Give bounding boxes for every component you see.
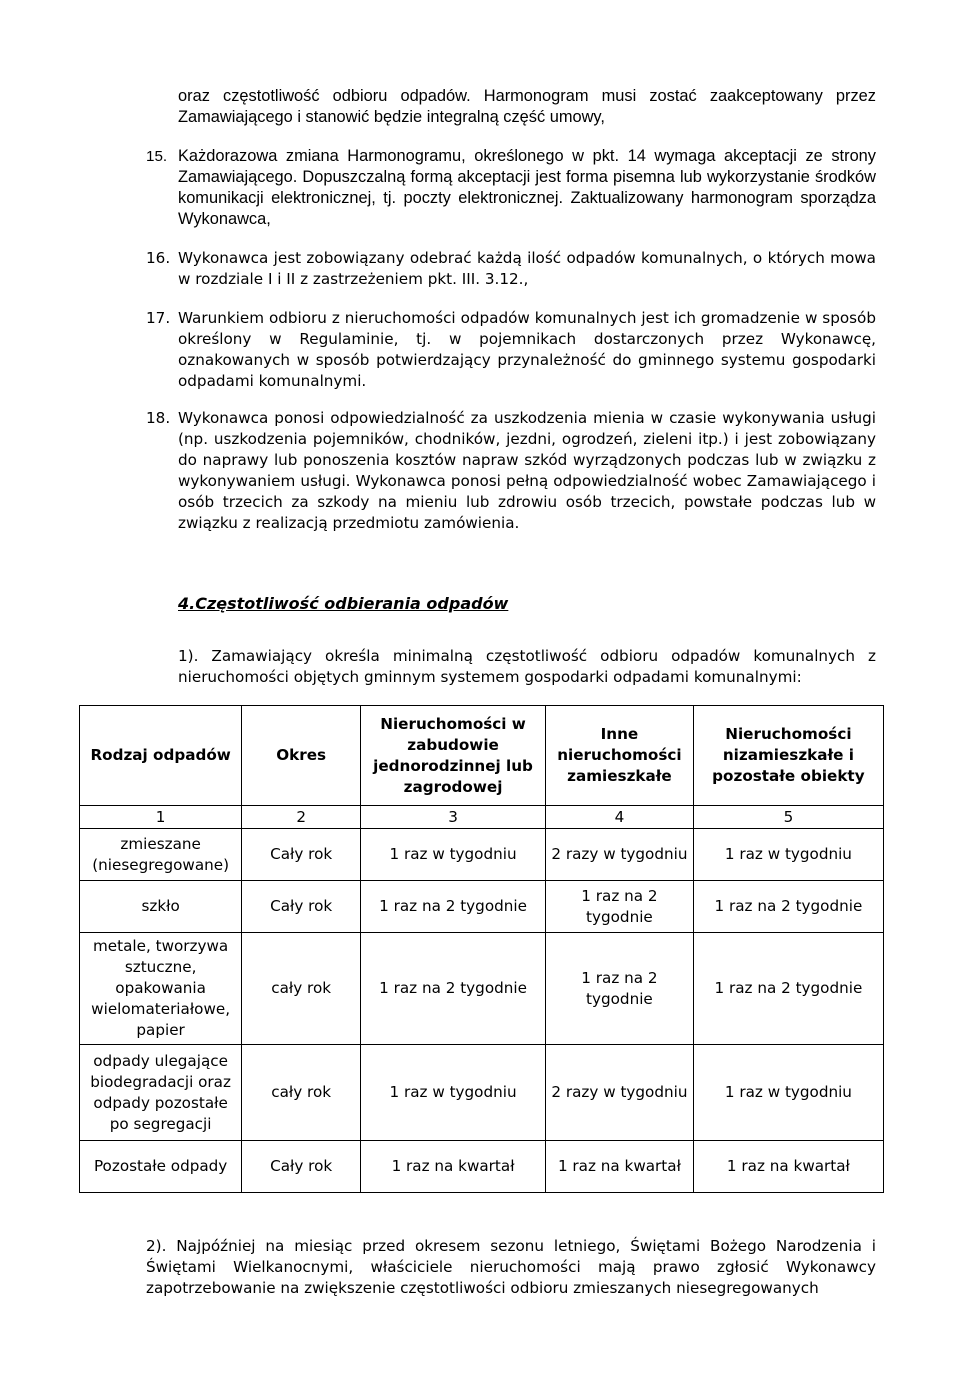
section-paragraph-1: 1). Zamawiający określa minimalną częstotliwość odbioru odpadów komunalnych z nieruchomości objętych gminnym systemem gospodarki odpadami komunalnymi: (178, 647, 876, 686)
table-row (80, 829, 884, 881)
table-cell: cały rok (242, 933, 361, 1045)
table-cell: 1 raz na 2 tygodnie (693, 933, 883, 1045)
header-single-family: Nieruchomości w zabudowie jednorodzinnej lub zagrodowej (361, 706, 546, 806)
table-cell: 1 raz na 2 tygodnie (546, 933, 694, 1045)
section-heading: 4.Częstotliwość odbierania odpadów (178, 594, 509, 613)
table-row (80, 1141, 884, 1193)
index-cell: 5 (693, 806, 883, 829)
table-cell: 2 razy w tygodniu (546, 1045, 694, 1141)
index-cell: 1 (80, 806, 242, 829)
table-cell: 1 raz na kwartał (546, 1141, 694, 1193)
table-row (80, 933, 884, 1045)
table-cell: 1 raz na 2 tygodnie (546, 881, 694, 933)
table-cell: 1 raz na 2 tygodnie (361, 933, 546, 1045)
header-waste-type: Rodzaj odpadów (80, 706, 242, 806)
table-index-row (80, 806, 884, 829)
table-cell: Cały rok (242, 829, 361, 881)
header-uninhabited: Nieruchomości nizamieszkałe i pozostałe obiekty (693, 706, 883, 806)
item-number-18: 18. (146, 409, 171, 427)
table-row (80, 1045, 884, 1141)
table-cell: Pozostałe odpady (80, 1141, 242, 1193)
table-cell: 1 raz na kwartał (693, 1141, 883, 1193)
table-cell: metale, tworzywa sztuczne, opakowania wielomateriałowe, papier (80, 933, 242, 1045)
header-period: Okres (242, 706, 361, 806)
intro-paragraph: oraz częstotliwość odbioru odpadów. Harmonogram musi zostać zaakceptowany przez Zamawiającego i stanowić będzie integralną część umowy, (178, 87, 876, 126)
section-paragraph-2: 2). Najpóźniej na miesiąc przed okresem sezonu letniego, Świętami Bożego Narodzenia i Świętami Wielkanocnymi, właściciele nieruchomości mają prawo zgłosić Wykonawcy zapotrzebowanie na zwiększenie częstotliwości odbioru zmieszanych niesegregowanych (146, 1237, 876, 1297)
table-cell: odpady ulegające biodegradacji oraz odpady pozostałe po segregacji (80, 1045, 242, 1141)
table-header-row (80, 706, 884, 806)
table-cell: szkło (80, 881, 242, 933)
table-cell: 2 razy w tygodniu (546, 829, 694, 881)
index-cell: 3 (361, 806, 546, 829)
table-cell: 1 raz na 2 tygodnie (693, 881, 883, 933)
table-cell: zmieszane (niesegregowane) (80, 829, 242, 881)
item-16-text: Wykonawca jest zobowiązany odebrać każdą ilość odpadów komunalnych, o których mowa w rozdziale I i II z zastrzeżeniem pkt. III. 3.12., (178, 249, 876, 288)
table-cell: 1 raz na kwartał (361, 1141, 546, 1193)
index-cell: 4 (546, 806, 694, 829)
item-18-text: Wykonawca ponosi odpowiedzialność za uszkodzenia mienia w czasie wykonywania usługi (np. uszkodzenia pojemników, chodników, jezdni, ogrodzeń, zieleni itp.) i jest zobowiązany do naprawy lub ponoszenia kosztów napraw szkód wyrządzonych podczas lub w związku z wykonywaniem usługi. Wykonawca ponosi pełną odpowiedzialność wobec Zamawiającego i osób trzecich za szkody na mieniu lub zdrowiu osób trzecich, powstałe podczas lub w związku z realizacją przedmiotu zamówienia. (178, 409, 876, 532)
item-number-15: 15. (146, 148, 168, 165)
table-cell: Cały rok (242, 1141, 361, 1193)
table-cell: 1 raz w tygodniu (361, 1045, 546, 1141)
header-other-inhabited: Inne nieruchomości zamieszkałe (546, 706, 694, 806)
table-cell: 1 raz na 2 tygodnie (361, 881, 546, 933)
item-15-text: Każdorazowa zmiana Harmonogramu, określonego w pkt. 14 wymaga akceptacji ze strony Zamawiającego. Dopuszczalną formą akceptacji jest forma pisemna lub wykorzystanie środków komunikacji elektronicznej, tj. poczty elektronicznej. Zaktualizowany harmonogram sporządza Wykonawca, (178, 147, 876, 228)
table-cell: Cały rok (242, 881, 361, 933)
item-17-text: Warunkiem odbioru z nieruchomości odpadów komunalnych jest ich gromadzenie w sposób określony w Regulaminie, tj. w pojemnikach dostarczonych przez Wykonawcę, oznakowanych w sposób potwierdzający przynależność do gminnego systemu gospodarki odpadami komunalnymi. (178, 309, 876, 390)
table-row (80, 881, 884, 933)
collection-frequency-table (79, 705, 884, 1193)
item-number-16: 16. (146, 249, 171, 267)
item-number-17: 17. (146, 309, 171, 327)
table-cell: cały rok (242, 1045, 361, 1141)
index-cell: 2 (242, 806, 361, 829)
table-cell: 1 raz w tygodniu (693, 1045, 883, 1141)
table-cell: 1 raz w tygodniu (361, 829, 546, 881)
table-cell: 1 raz w tygodniu (693, 829, 883, 881)
